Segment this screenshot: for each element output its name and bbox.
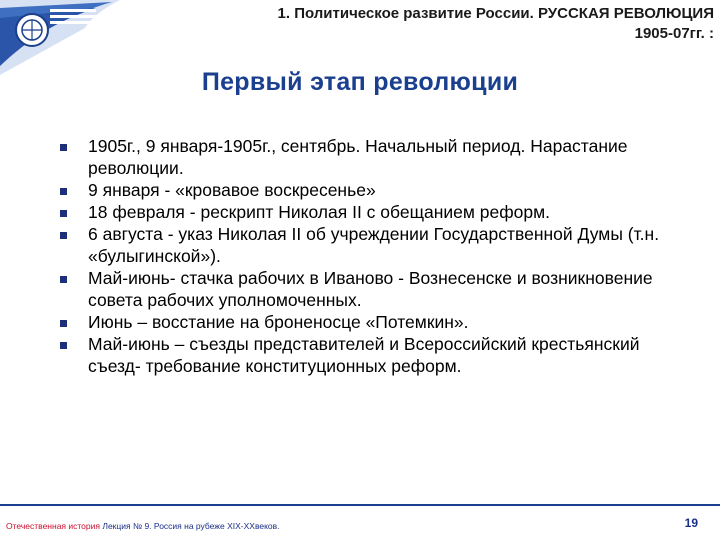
- bullet-icon: [60, 342, 67, 349]
- bullet-icon: [60, 232, 67, 239]
- bullet-icon: [60, 144, 67, 151]
- university-logo-icon: [0, 0, 160, 75]
- slide-title: Первый этап революции: [201, 68, 519, 96]
- list-item-text: 18 февраля - рескрипт Николая II с обещанием реформ.: [88, 202, 550, 222]
- bullet-list: [52, 135, 692, 377]
- bullet-icon: [60, 188, 67, 195]
- list-item-text: 1905г., 9 января-1905г., сентябрь. Начальный период. Нарастание революции.: [88, 136, 628, 178]
- footer-lecture: Лекция № 9. Россия на рубеже XIX-XXвеков.: [102, 521, 280, 531]
- list-item: [52, 267, 692, 311]
- list-item: [52, 311, 692, 333]
- list-item: [52, 223, 692, 267]
- list-item: [52, 333, 692, 377]
- bullet-icon: [60, 320, 67, 327]
- bullet-icon: [60, 276, 67, 283]
- list-item-text: Июнь – восстание на броненосце «Потемкин».: [88, 312, 469, 332]
- footer-divider: [0, 504, 720, 506]
- footer-course: Отечественная история: [6, 521, 100, 531]
- list-item: [52, 179, 692, 201]
- list-item-text: 6 августа - указ Николая II об учреждении Государственной Думы (т.н. «булыгинской»).: [88, 224, 660, 266]
- header-title: [174, 4, 714, 44]
- bullet-icon: [60, 210, 67, 217]
- list-item-text: 9 января - «кровавое воскресенье»: [88, 180, 376, 200]
- list-item-text: Май-июнь – съезды представителей и Всероссийский крестьянский съезд- требование конституционных реформ.: [88, 334, 640, 376]
- list-item: [52, 135, 692, 179]
- list-item-text: Май-июнь- стачка рабочих в Иваново - Вознесенске и возникновение совета рабочих уполномоченных.: [88, 268, 653, 310]
- page-number: 19: [684, 516, 698, 530]
- list-item: [52, 201, 692, 223]
- header-title-line1: 1. Политическое развитие России. РУССКАЯ РЕВОЛЮЦИЯ: [277, 5, 714, 22]
- header-title-line2: 1905-07гг. :: [634, 25, 714, 42]
- footer-text: [6, 521, 280, 531]
- logo-banner: [0, 0, 160, 75]
